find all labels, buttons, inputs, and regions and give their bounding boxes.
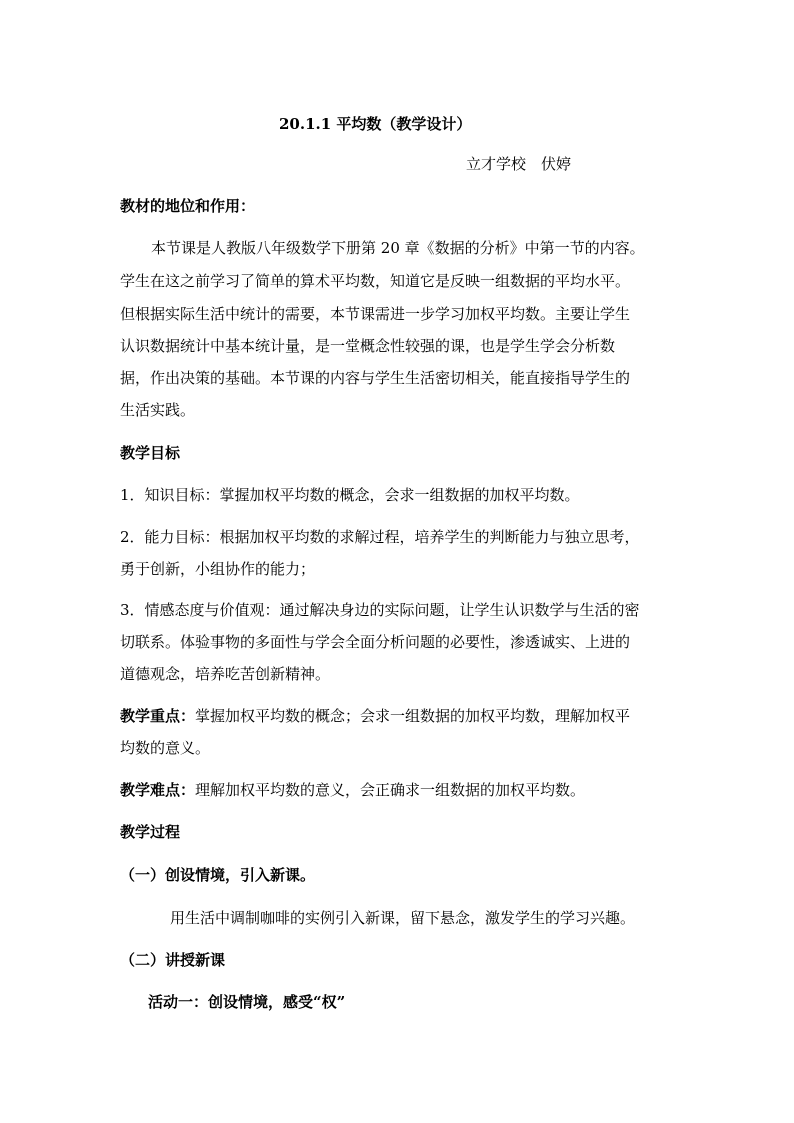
- document-title: 20.1.1 平均数（教学设计）: [279, 115, 472, 133]
- goal-emotion-line: 道德观念，培养吃苦创新精神。: [120, 665, 331, 683]
- difficulty-line: [120, 780, 585, 800]
- document-author: 立才学校 伏婷: [466, 155, 572, 173]
- difficulty-text: 理解加权平均数的意义，会正确求一组数据的加权平均数。: [195, 781, 586, 799]
- key-point-line: [120, 706, 630, 726]
- key-point-label: 教学重点：: [120, 707, 196, 725]
- section-heading-position: 教材的地位和作用：: [120, 197, 256, 215]
- section-heading-goals: 教学目标: [120, 444, 181, 462]
- goal-knowledge: 1．知识目标：掌握加权平均数的概念，会求一组数据的加权平均数。: [120, 486, 580, 504]
- paragraph-line: 但根据实际生活中统计的需要，本节课需进一步学习加权平均数。主要让学生: [120, 305, 631, 323]
- process-part2-heading: （二）讲授新课: [120, 951, 226, 969]
- goal-emotion-line: 3．情感态度与价值观：通过解决身边的实际问题，让学生认识数学与生活的密: [120, 601, 640, 619]
- difficulty-label: 教学难点：: [120, 781, 196, 799]
- key-point-text: 掌握加权平均数的概念；会求一组数据的加权平均数，理解加权平: [195, 707, 631, 725]
- paragraph-line: 生活实践。: [120, 401, 196, 419]
- process-part1-text: 用生活中调制咖啡的实例引入新课，留下悬念，激发学生的学习兴趣。: [170, 909, 636, 927]
- paragraph-line: 认识数据统计中基本统计量，是一堂概念性较强的课，也是学生学会分析数: [120, 337, 616, 355]
- paragraph-line: 据，作出决策的基础。本节课的内容与学生生活密切相关，能直接指导学生的: [120, 369, 631, 387]
- goal-ability-line: 2．能力目标：根据加权平均数的求解过程，培养学生的判断能力与独立思考，: [120, 528, 640, 546]
- key-point-line: 均数的意义。: [120, 739, 211, 757]
- paragraph-line: 学生在这之前学习了简单的算术平均数，知道它是反映一组数据的平均水平。: [120, 272, 631, 290]
- paragraph-line: 本节课是人教版八年级数学下册第 20 章《数据的分析》中第一节的内容。: [151, 239, 645, 257]
- goal-ability-line: 勇于创新，小组协作的能力；: [120, 560, 316, 578]
- goal-emotion-line: 切联系。体验事物的多面性与学会全面分析问题的必要性，渗透诚实、上进的: [120, 633, 631, 651]
- section-heading-process: 教学过程: [120, 823, 181, 841]
- process-part1-heading: （一）创设情境，引入新课。: [120, 866, 316, 884]
- activity-one-heading: 活动一：创设情境，感受“权”: [148, 993, 346, 1011]
